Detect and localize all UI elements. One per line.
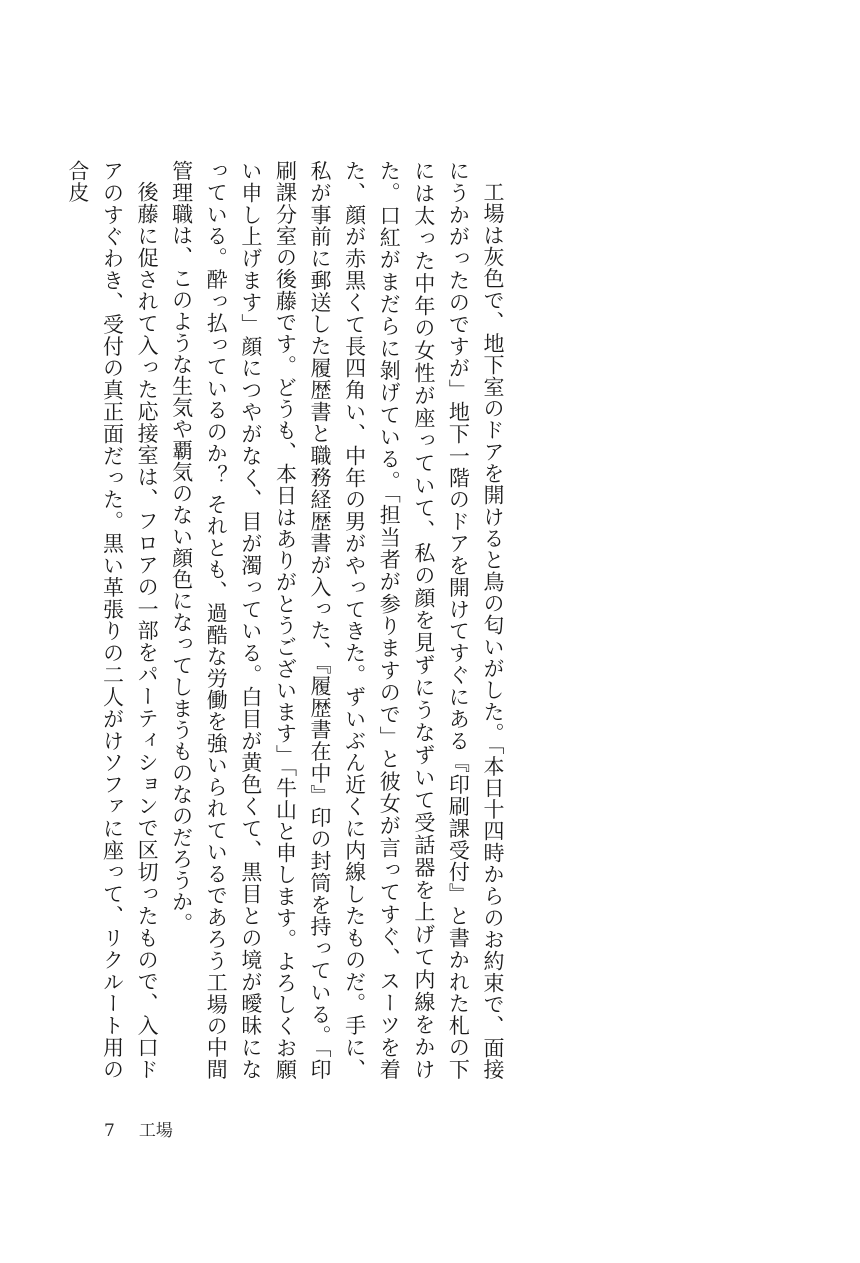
page-number: 7 (104, 1121, 115, 1141)
body-text (60, 160, 510, 1080)
paragraph: 後藤に促されて入った応接室は、フロアの一部をパーティションで区切ったもので、入口ドアのすぐわき、受付の真正面だった。黒い革張りの二人がけソファに座って、リクルート用の合皮 (65, 160, 160, 1080)
page-footer (104, 1116, 173, 1141)
running-title: 工場 (138, 1121, 173, 1141)
paragraph: 工場は灰色で、地下室のドアを開けると鳥の匂いがした。「本日十四時からのお約束で、面接にうかがったのですが」地下一階のドアを開けてすぐにある『印刷課受付』と書かれた札の下には太った中年の女性が座っていて、私の顔を見ずにうなずいて受話器を上げて内線をかけた。口紅がまだらに剝げている。「担当者が参りますので」と彼女が言ってすぐ、スーツを着た、顔が赤黒くて長四角い、中年の男がやってきた。ずいぶん近くに内線したものだ。手に、私が事前に郵送した履歴書と職務経歴書が入った、『履歴書在中』印の封筒を持っている。「印刷課分室の後藤です。どうも、本日はありがとうございます」「牛山と申します。よろしくお願い申し上げます」顔につやがなく、目が濁っている。白目が黄色くて、黒目との境が曖昧になっている。酔っ払っているのか？ それとも、過酷な労働を強いられているであろう工場の中間管理職は、このような生気や覇気のない顔色になってしまうものなのだろうか。 (169, 160, 505, 1081)
